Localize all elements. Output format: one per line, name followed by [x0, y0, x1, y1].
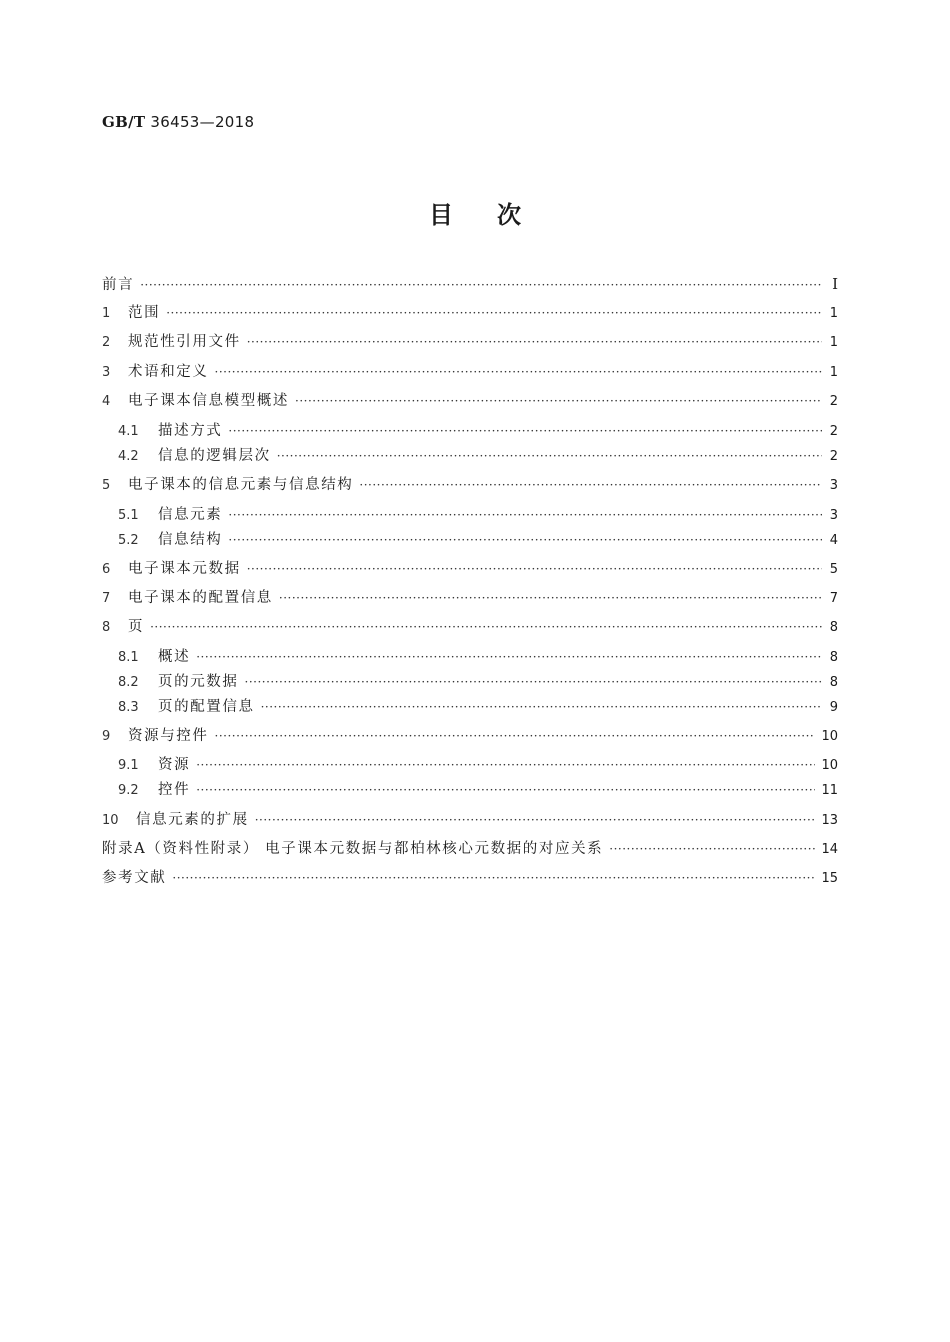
toc-entry[interactable] — [102, 810, 838, 830]
toc-entry-title: 页的元数据 — [158, 674, 239, 690]
toc-leader-dots — [295, 391, 822, 411]
toc-entry-title: 电子课本的信息元素与信息结构 — [128, 477, 354, 493]
toc-entry-number: 9.1 — [118, 758, 139, 773]
standard-number: 36453—2018 — [150, 113, 255, 131]
toc-entry[interactable] — [102, 274, 838, 294]
toc-leader-dots — [609, 839, 815, 859]
toc-entry[interactable] — [118, 697, 838, 717]
page-title: 目次 — [429, 201, 565, 229]
toc-entry-number: 2 — [102, 335, 111, 350]
toc-entry-page: 4 — [829, 533, 838, 548]
toc-entry-number: 8.2 — [118, 675, 139, 690]
toc-leader-dots — [261, 697, 822, 717]
toc-entry-page: 8 — [829, 675, 838, 690]
toc-leader-dots — [279, 588, 822, 608]
toc-entry-title: 电子课本信息模型概述 — [128, 393, 289, 409]
toc-entry-page: 1 — [829, 306, 838, 321]
toc-entry[interactable] — [102, 868, 838, 888]
toc-entry[interactable] — [102, 475, 838, 495]
toc-entry-title: 参考文献 — [102, 870, 167, 886]
toc-leader-dots — [196, 780, 815, 800]
toc-entry[interactable] — [102, 559, 838, 579]
toc-entry-number: 9.2 — [118, 783, 139, 798]
toc-entry-page: 8 — [829, 620, 838, 635]
toc-leader-dots — [228, 530, 822, 550]
toc-entry-page: 11 — [821, 783, 838, 798]
toc-entry[interactable] — [102, 588, 838, 608]
toc-entry-title: 电子课本元数据 — [128, 561, 241, 577]
toc-leader-dots — [140, 275, 822, 295]
toc-entry-page: 3 — [829, 508, 838, 523]
toc-entry-page: 1 — [829, 335, 838, 350]
toc-entry-number: 5.1 — [118, 508, 139, 523]
toc-leader-dots — [150, 617, 822, 637]
toc-entry[interactable] — [102, 303, 838, 323]
toc-entry-number: 6 — [102, 562, 111, 577]
toc-entry[interactable] — [118, 780, 838, 800]
toc-entry-page: 14 — [821, 842, 838, 857]
toc-entry[interactable] — [118, 505, 838, 525]
toc-entry[interactable] — [118, 421, 838, 441]
toc-entry-title: 范围 — [128, 305, 161, 321]
toc-entry-page: 13 — [821, 813, 838, 828]
toc-entry[interactable] — [118, 647, 838, 667]
toc-entry-page: Ⅰ — [832, 275, 838, 293]
toc-entry-page: 8 — [829, 650, 838, 665]
toc-entry[interactable] — [102, 617, 838, 637]
toc-entry-number: 9 — [102, 729, 111, 744]
toc-leader-dots — [172, 868, 815, 888]
toc-leader-dots — [228, 421, 822, 441]
toc-entry-number: 4 — [102, 394, 111, 409]
toc-entry-title: 描述方式 — [158, 423, 223, 439]
toc-entry-number: 8.1 — [118, 650, 139, 665]
toc-entry-number: 4.1 — [118, 424, 139, 439]
toc-leader-dots — [255, 810, 816, 830]
toc-entry-page: 9 — [829, 700, 838, 715]
toc-entry[interactable] — [102, 391, 838, 411]
toc-entry-number: 1 — [102, 306, 111, 321]
toc-leader-dots — [277, 446, 822, 466]
toc-entry[interactable] — [102, 362, 838, 382]
toc-entry-title: 前言 — [102, 277, 135, 293]
toc-entry-title: 信息的逻辑层次 — [158, 448, 271, 464]
toc-entry-title: 规范性引用文件 — [128, 334, 241, 350]
toc-entry-page: 10 — [821, 758, 838, 773]
toc-leader-dots — [247, 332, 822, 352]
toc-entry-number: 7 — [102, 591, 111, 606]
toc-entry-title: 信息元素的扩展 — [136, 812, 249, 828]
toc-entry[interactable] — [102, 332, 838, 352]
toc-entry-title: 信息结构 — [158, 532, 223, 548]
toc-entry[interactable] — [118, 446, 838, 466]
toc-entry-page: 1 — [829, 365, 838, 380]
toc-entry-number: 3 — [102, 365, 111, 380]
toc-entry-page: 2 — [829, 394, 838, 409]
toc-entry-page: 3 — [829, 478, 838, 493]
toc-entry-page: 5 — [829, 562, 838, 577]
toc-entry-title: 控件 — [158, 782, 191, 798]
toc-leader-dots — [245, 672, 823, 692]
toc-entry-title: 资源 — [158, 757, 191, 773]
toc-leader-dots — [215, 726, 816, 746]
toc-leader-dots — [215, 362, 823, 382]
toc-entry-title: 页的配置信息 — [158, 699, 255, 715]
toc-entry-number: 8.3 — [118, 700, 139, 715]
toc-leader-dots — [359, 475, 822, 495]
toc-leader-dots — [247, 559, 822, 579]
toc-entry-title: 附录A（资料性附录） 电子课本元数据与都柏林核心元数据的对应关系 — [102, 841, 604, 857]
toc-entry-title: 信息元素 — [158, 507, 223, 523]
toc-entry-page: 10 — [821, 729, 838, 744]
toc-entry-page: 7 — [829, 591, 838, 606]
toc-leader-dots — [196, 755, 815, 775]
toc-entry-title: 页 — [128, 619, 145, 635]
toc-entry-title: 术语和定义 — [128, 364, 209, 380]
toc-leader-dots — [228, 505, 822, 525]
toc-leader-dots — [196, 647, 822, 667]
toc-entry-title: 资源与控件 — [128, 728, 209, 744]
toc-entry-page: 15 — [821, 871, 838, 886]
toc-entry-number: 4.2 — [118, 449, 139, 464]
standard-prefix: GB/T — [102, 113, 146, 131]
toc-entry-number: 5.2 — [118, 533, 139, 548]
toc-entry-number: 8 — [102, 620, 111, 635]
toc-entry-title: 电子课本的配置信息 — [128, 590, 273, 606]
toc-entry-number: 5 — [102, 478, 111, 493]
toc-entry-number: 10 — [102, 813, 119, 828]
toc-entry-page: 2 — [829, 449, 838, 464]
toc-entry-page: 2 — [829, 424, 838, 439]
toc-entry[interactable] — [118, 672, 838, 692]
toc-entry-title: 概述 — [158, 649, 191, 665]
toc-entry[interactable] — [102, 839, 838, 859]
toc-leader-dots — [166, 303, 822, 323]
toc-entry[interactable] — [118, 755, 838, 775]
toc-entry[interactable] — [102, 726, 838, 746]
toc-entry[interactable] — [118, 530, 838, 550]
